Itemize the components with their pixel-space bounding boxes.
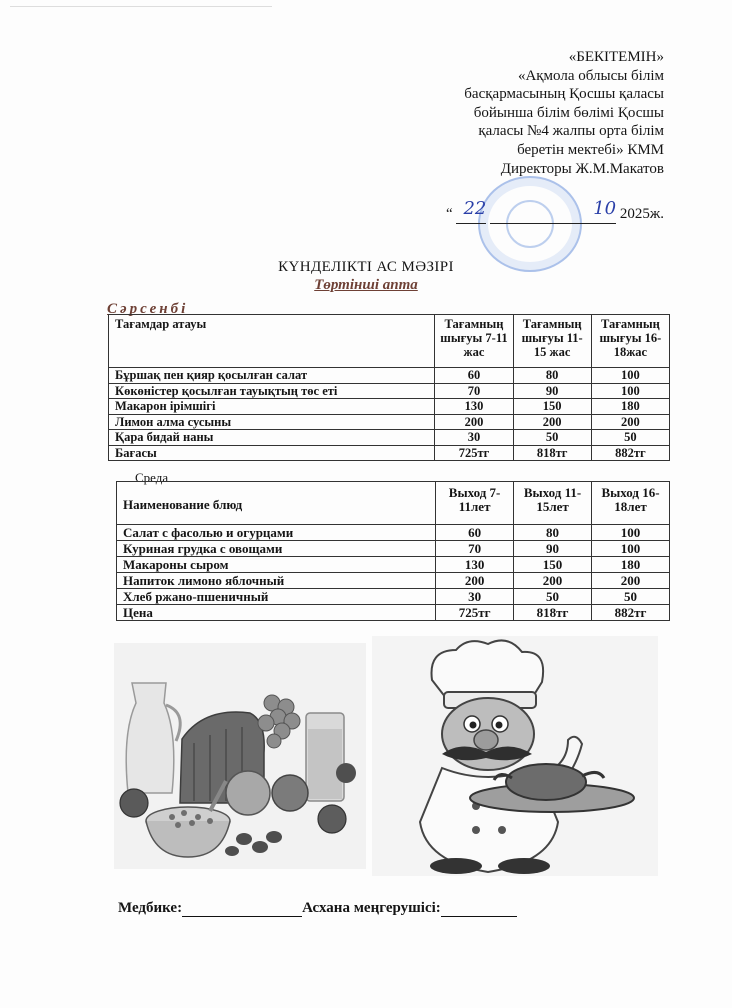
dish-name: Салат с фасолью и огурцами (117, 525, 436, 541)
dish-name: Напиток лимоно яблочный (117, 573, 436, 589)
dish-name: Макароны сыром (117, 557, 436, 573)
day-label-russian: Среда (135, 470, 169, 485)
dish-name: Қара бидай наны (109, 430, 435, 446)
table-row (117, 557, 670, 573)
portion-value: 80 (513, 368, 591, 384)
week-subtitle: Төртінші апта (314, 277, 418, 293)
portion-value: 70 (436, 541, 514, 557)
col-header-age-11-15: Тағамның шығуы 11-15 жас (513, 315, 591, 368)
price-value: 818тг (514, 605, 592, 621)
portion-value: 100 (592, 541, 670, 557)
price-label: Цена (117, 605, 436, 621)
portion-value: 50 (513, 430, 591, 446)
table-row (117, 525, 670, 541)
table-row (109, 399, 670, 415)
signature-line (118, 900, 517, 917)
col-header-dish: Тағамдар атауы (109, 315, 435, 368)
document-title: КҮНДЕЛІКТІ АС МӘЗІРІ (278, 259, 454, 275)
dish-name: Куриная грудка с овощами (117, 541, 436, 557)
portion-value: 100 (591, 368, 669, 384)
price-value: 882тг (591, 445, 669, 461)
scan-edge-line (10, 6, 272, 7)
kitchen-head-label: Асхана меңгерушісі: (302, 900, 441, 916)
table-row (117, 573, 670, 589)
table-row (109, 383, 670, 399)
approval-line: басқармасының Қосшы қаласы (464, 86, 664, 103)
date-year: 2025ж. (619, 206, 664, 222)
portion-value: 130 (436, 557, 514, 573)
price-value: 725тг (436, 605, 514, 621)
portion-value: 70 (435, 383, 513, 399)
portion-value: 60 (435, 368, 513, 384)
food-picture (114, 643, 366, 869)
table-row (109, 430, 670, 446)
table-row (117, 589, 670, 605)
portion-value: 30 (436, 589, 514, 605)
col-header-age-11-15: Выход 11-15лет (514, 482, 592, 525)
col-header-age-16-18: Выход 16-18лет (592, 482, 670, 525)
portion-value: 180 (591, 399, 669, 415)
table-header-row (109, 315, 670, 368)
food-illustration (114, 643, 366, 869)
dish-name: Макарон ірімшігі (109, 399, 435, 415)
chef-picture (372, 636, 658, 876)
price-value: 818тг (513, 445, 591, 461)
date-month: 10 (593, 198, 617, 219)
price-row (109, 445, 670, 461)
menu-table-kazakh (108, 314, 670, 461)
approval-line: «Ақмола облысы білім (517, 67, 664, 84)
portion-value: 150 (513, 399, 591, 415)
portion-value: 200 (435, 414, 513, 430)
approval-line: беретін мектебі» КММ (517, 141, 664, 158)
portion-value: 90 (514, 541, 592, 557)
portion-value: 150 (514, 557, 592, 573)
portion-value: 90 (513, 383, 591, 399)
date-quote: “ (445, 206, 453, 222)
table-row (117, 541, 670, 557)
price-value: 725тг (435, 445, 513, 461)
approval-line: бойынша білім бөлімі Қосшы (473, 104, 664, 121)
dish-name: Хлеб ржано-пшеничный (117, 589, 436, 605)
portion-value: 130 (435, 399, 513, 415)
col-header-age-7-11: Тағамның шығуы 7-11 жас (435, 315, 513, 368)
portion-value: 200 (436, 573, 514, 589)
chef-illustration (372, 636, 658, 876)
price-value: 882тг (592, 605, 670, 621)
portion-value: 200 (513, 414, 591, 430)
portion-value: 200 (592, 573, 670, 589)
date-day: 22 (463, 198, 487, 219)
price-row (117, 605, 670, 621)
school-stamp (478, 176, 582, 272)
portion-value: 200 (514, 573, 592, 589)
nurse-label: Медбике: (118, 900, 183, 916)
portion-value: 50 (514, 589, 592, 605)
table-header-row (117, 482, 670, 525)
portion-value: 60 (436, 525, 514, 541)
price-label: Бағасы (109, 445, 435, 461)
day-label-kazakh: Сәрсенбі (107, 301, 189, 317)
dish-name: Лимон алма сусыны (109, 414, 435, 430)
director-line: Директоры Ж.М.Макатов (500, 160, 664, 177)
portion-value: 30 (435, 430, 513, 446)
approval-line: «БЕКІТЕМІН» (568, 49, 664, 65)
portion-value: 80 (514, 525, 592, 541)
approval-date (374, 198, 664, 224)
portion-value: 50 (591, 430, 669, 446)
nurse-signature-blank (182, 901, 302, 917)
menu-table-russian (116, 481, 670, 621)
table-row (109, 368, 670, 384)
date-day-blank (456, 198, 487, 224)
col-header-age-7-11: Выход 7-11лет (436, 482, 514, 525)
dish-name: Бұршақ пен қияр қосылған салат (109, 368, 435, 384)
approval-line: қаласы №4 жалпы орта білім (478, 123, 664, 140)
kitchen-head-signature-blank (441, 901, 517, 917)
approval-block (404, 48, 664, 178)
portion-value: 100 (591, 383, 669, 399)
table-row (109, 414, 670, 430)
portion-value: 200 (591, 414, 669, 430)
portion-value: 50 (592, 589, 670, 605)
portion-value: 100 (592, 525, 670, 541)
dish-name: Көкөністер қосылған тауықтың төс еті (109, 383, 435, 399)
col-header-age-16-18: Тағамның шығуы 16-18жас (591, 315, 669, 368)
date-month-blank (490, 198, 617, 224)
col-header-dish: Наименование блюд (117, 482, 436, 525)
portion-value: 180 (592, 557, 670, 573)
